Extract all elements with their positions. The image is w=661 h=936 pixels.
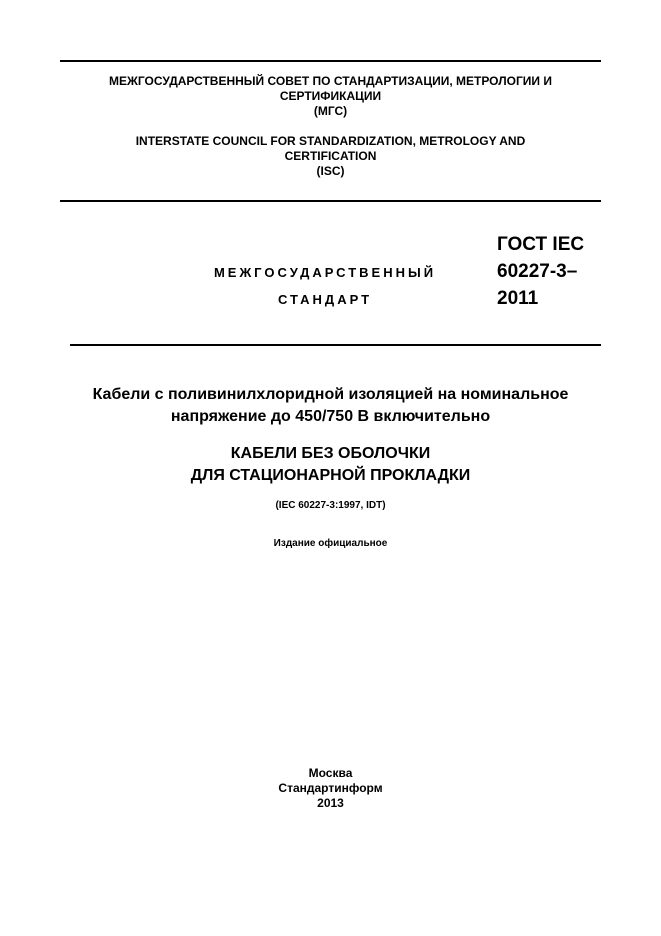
edition-label: Издание официальное	[273, 538, 388, 549]
standard-number-line3: 2011	[497, 288, 539, 309]
imprint-city: Москва	[308, 766, 353, 780]
title-line2: напряжение до 450/750 В включительно	[170, 408, 491, 425]
subtitle-line1: КАБЕЛИ БЕЗ ОБОЛОЧКИ	[230, 445, 431, 462]
council-block	[60, 74, 601, 179]
reference-standard: (IEC 60227-3:1997, IDT)	[275, 500, 386, 511]
designation-line2: СТАНДАРТ	[277, 292, 373, 307]
council-en-abbr: (ISC)	[316, 164, 345, 178]
council-ru-line1: МЕЖГОСУДАРСТВЕННЫЙ СОВЕТ ПО СТАНДАРТИЗАЦИИ, МЕТРОЛОГИИ И	[109, 74, 552, 88]
imprint	[160, 766, 501, 811]
standard-number-line1: ГОСТ IEC	[497, 234, 585, 255]
imprint-publisher: Стандартинформ	[278, 781, 383, 795]
document-subtitle	[60, 443, 601, 487]
council-en-line1: INTERSTATE COUNCIL FOR STANDARDIZATION, METROLOGY AND	[135, 134, 526, 148]
council-rule	[60, 200, 601, 202]
council-en-line2: CERTIFICATION	[284, 149, 377, 163]
standard-number-line2: 60227-3–	[497, 261, 578, 282]
imprint-year: 2013	[317, 796, 344, 810]
subtitle-line2: ДЛЯ СТАЦИОНАРНОЙ ПРОКЛАДКИ	[190, 467, 471, 484]
council-ru-line2: СЕРТИФИКАЦИИ	[279, 89, 382, 103]
title-line1: Кабели с поливинилхлоридной изоляцией на номинальное	[92, 386, 569, 403]
top-rule	[60, 60, 601, 62]
council-ru-abbr: (МГС)	[313, 104, 348, 118]
standard-number	[497, 231, 607, 312]
designation-line1: МЕЖГОСУДАРСТВЕННЫЙ	[213, 265, 437, 280]
document-title	[40, 384, 621, 428]
designation-rule	[70, 344, 601, 346]
